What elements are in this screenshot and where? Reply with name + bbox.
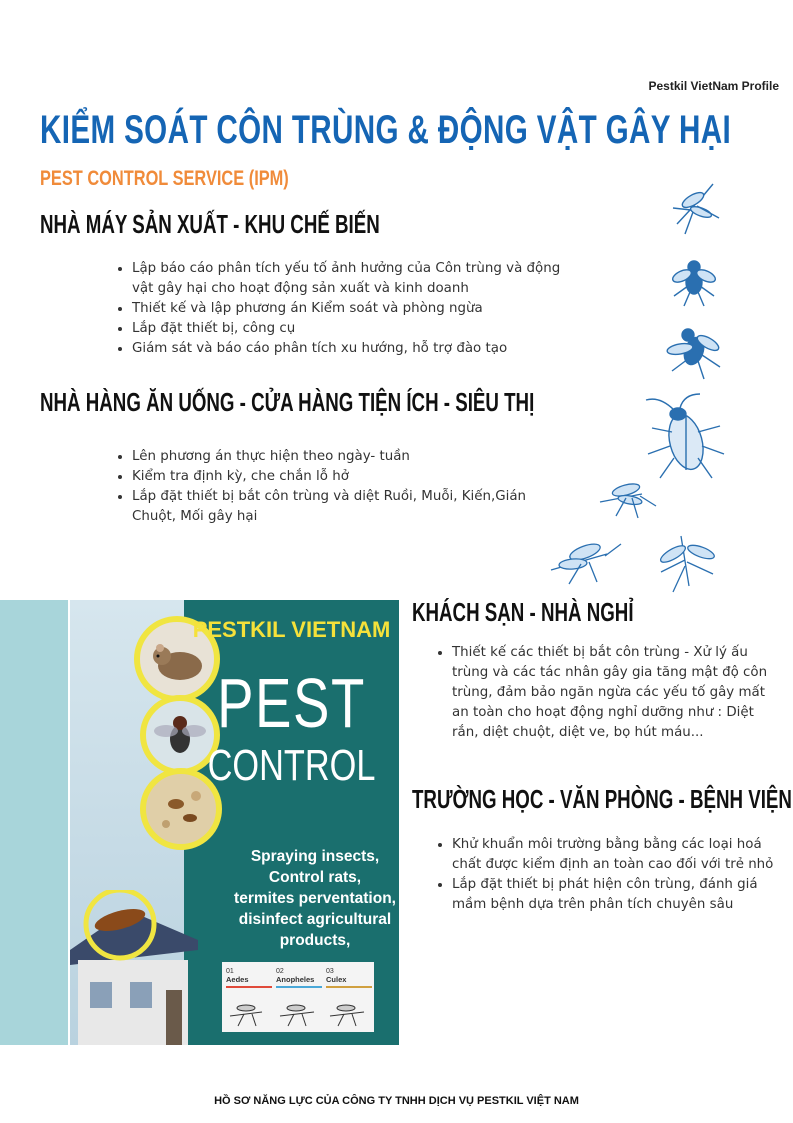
list-item: • Lắp đặt thiết bị, công cụ xyxy=(132,319,572,339)
list-item: • Thiết kế và lập phương án Kiểm soát và phòng ngừa xyxy=(132,299,572,319)
factory-list xyxy=(112,259,572,359)
section-heading-restaurant: NHÀ HÀNG ĂN UỐNG - CỬA HÀNG TIỆN ÍCH - SIÊU THỊ xyxy=(40,387,535,417)
list-item: • Thiết kế các thiết bị bắt côn trùng - Xử lý ấu trùng và các tác nhân gây gia tăng mật độ côn trùng, đảm bảo ngăn ngừa các yếu tố gây mất an toàn cho hoạt động nghỉ dưỡng như : Diệt rắn, diệt chuột, diệt ve, bọ hút máu... xyxy=(452,643,777,743)
species-number: 01 xyxy=(226,968,234,975)
mosquito-icon xyxy=(596,476,660,520)
species-aedes xyxy=(226,968,272,988)
mosquito-icons-row xyxy=(222,996,374,1030)
list-item: • Lắp đặt thiết bị phát hiện côn trùng, đánh giá mầm bệnh dựa trên phân tích chuyên sâu xyxy=(452,875,777,915)
poster-service-line: Spraying insects, xyxy=(250,848,380,865)
poster-service-line: disinfect agricultural xyxy=(238,911,392,928)
restaurant-list xyxy=(112,447,572,527)
species-number: 02 xyxy=(276,968,284,975)
section-heading-hotel: KHÁCH SẠN - NHÀ NGHỈ xyxy=(412,597,634,627)
poster-side-strip xyxy=(0,600,68,1045)
profile-label: Pestkil VietNam Profile xyxy=(648,79,779,93)
fly-icon xyxy=(664,250,724,310)
poster-control-word: CONTROL xyxy=(207,741,376,790)
list-item: • Kiểm tra định kỳ, che chắn lỗ hở xyxy=(132,467,572,487)
page-subtitle: PEST CONTROL SERVICE (IPM) xyxy=(40,167,289,190)
species-number: 03 xyxy=(326,968,334,975)
poster-service-line: products, xyxy=(279,932,351,949)
fly-icon xyxy=(146,701,214,769)
species-anopheles xyxy=(276,968,322,988)
species-color-bar xyxy=(326,986,372,988)
page-title: KIỂM SOÁT CÔN TRÙNG & ĐỘNG VẬT GÂY HẠI xyxy=(40,108,732,152)
mosquito-icon xyxy=(663,178,723,238)
list-item: • Giám sát và báo cáo phân tích xu hướng, hỗ trợ đào tạo xyxy=(132,339,572,359)
section-heading-factory: NHÀ MÁY SẢN XUẤT - KHU CHẾ BIẾN xyxy=(40,209,380,239)
species-name: Aedes xyxy=(226,975,249,984)
termite-icon xyxy=(146,774,216,844)
species-name: Culex xyxy=(326,975,347,984)
mosquito-icon xyxy=(655,526,719,596)
house-illustration xyxy=(70,890,198,1045)
species-color-bar xyxy=(276,986,322,988)
poster-service-line: termites perventation, xyxy=(234,890,396,907)
page-footer: HỒ SƠ NĂNG LỰC CỦA CÔNG TY TNHH DỊCH VỤ PESTKIL VIỆT NAM xyxy=(214,1095,579,1107)
species-color-bar xyxy=(226,986,272,988)
list-item: • Lập báo cáo phân tích yếu tố ảnh hưởng của Côn trùng và động vật gây hại cho hoạt động sản xuất và kinh doanh xyxy=(132,259,572,299)
poster-brand: PESTKIL VIETNAM xyxy=(192,617,391,642)
poster-service-line: Control rats, xyxy=(268,869,362,886)
list-item: • Lắp đặt thiết bị bắt côn trùng và diệt Ruồi, Muỗi, Kiến,Gián Chuột, Mối gây hại xyxy=(132,487,572,527)
mosquito-species-card xyxy=(222,962,374,1032)
list-item: • Khử khuẩn môi trường bằng bằng các loại hoá chất được kiểm định an toàn cao đối với trẻ nhỏ xyxy=(452,835,777,875)
species-culex xyxy=(326,968,372,988)
fly-icon xyxy=(658,315,728,385)
species-name: Anopheles xyxy=(276,975,315,984)
hotel-list xyxy=(432,643,777,743)
poster-services xyxy=(230,846,400,951)
school-list xyxy=(432,835,777,915)
mosquito-icon xyxy=(545,536,625,586)
poster-pest-word: PEST xyxy=(217,664,366,742)
section-heading-school: TRƯỜNG HỌC - VĂN PHÒNG - BỆNH VIỆN xyxy=(412,784,792,814)
cockroach-icon xyxy=(640,392,730,482)
list-item: • Lên phương án thực hiện theo ngày- tuần xyxy=(132,447,572,467)
